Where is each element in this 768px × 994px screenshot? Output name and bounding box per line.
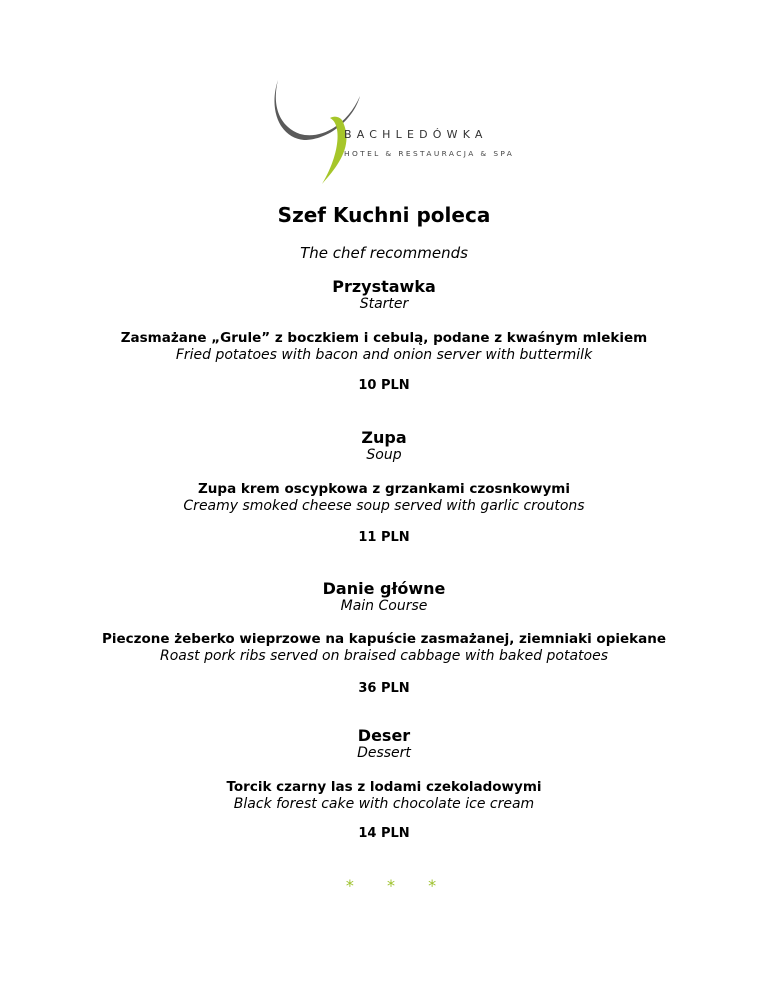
dish-name-main: Pieczone żeberko wieprzowe na kapuście zasmażanej, ziemniaki opiekane bbox=[101, 631, 666, 647]
price-main: 36 PLN bbox=[358, 681, 410, 696]
price-starter: 10 PLN bbox=[358, 378, 410, 393]
price-dessert: 14 PLN bbox=[358, 826, 410, 841]
brand-name: BACHLEDÓWKA bbox=[344, 128, 488, 141]
dish-description-main: Roast pork ribs served on braised cabbage with baked potatoes bbox=[159, 648, 609, 664]
course-subheading-dessert: Dessert bbox=[357, 745, 411, 761]
course-heading-starter: Przystawka bbox=[332, 277, 436, 296]
brand-subtitle: HOTEL & RESTAURACJA & SPA bbox=[344, 149, 515, 158]
course-subheading-soup: Soup bbox=[366, 447, 402, 463]
page-subtitle: The chef recommends bbox=[300, 244, 468, 262]
dish-name-soup: Zupa krem oscypkowa z grzankami czosnkowymi bbox=[198, 481, 570, 497]
course-subheading-main: Main Course bbox=[340, 598, 428, 614]
price-soup: 11 PLN bbox=[358, 530, 410, 545]
dish-name-starter: Zasmażane „Grule” z boczkiem i cebulą, podane z kwaśnym mlekiem bbox=[120, 330, 648, 346]
dish-description-starter: Fried potatoes with bacon and onion server with buttermilk bbox=[175, 347, 593, 363]
dish-description-dessert: Black forest cake with chocolate ice cream bbox=[233, 796, 535, 812]
course-heading-soup: Zupa bbox=[361, 428, 407, 447]
dish-name-dessert: Torcik czarny las z lodami czekoladowymi bbox=[226, 779, 542, 795]
page-title: Szef Kuchni poleca bbox=[277, 203, 491, 227]
footer-ornament: * * * bbox=[345, 876, 451, 895]
course-heading-main: Danie główne bbox=[322, 579, 446, 598]
course-subheading-starter: Starter bbox=[359, 296, 409, 312]
course-heading-dessert: Deser bbox=[357, 726, 411, 745]
dish-description-soup: Creamy smoked cheese soup served with garlic croutons bbox=[183, 498, 585, 514]
